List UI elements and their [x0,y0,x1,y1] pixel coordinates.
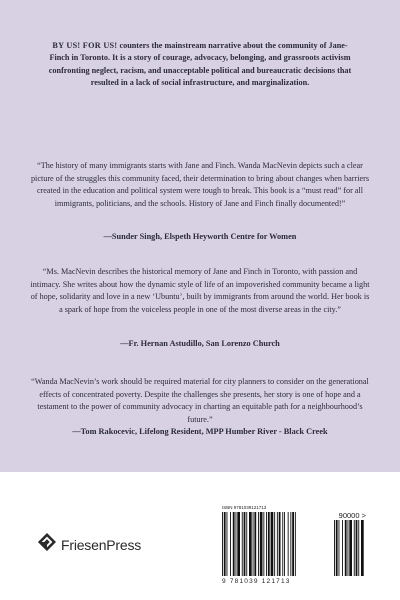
intro-text: counters the mainstream narrative about the community of Jane-Finch in Toronto. It is a story of courage, advocacy, belonging, and grassroots activism confronting neglect, racism, and unacceptable political and bureaucratic decisions that resulted in a lack of social infrastructure, and marginalization. [48,41,352,88]
isbn-digits: 9 781039 121713 [222,578,291,585]
publisher-logo [38,533,141,556]
friesenpress-logo-icon [38,533,56,556]
barcode-bars [222,512,366,578]
book-title: BY US! FOR US! [52,41,118,50]
price-code: 90000 > [338,511,366,520]
quote-text: “Wanda MacNevin’s work should be required material for city planners to consider on the generational effects of concentrated poverty. Despite the challenges she presents, her story is one of hope and a testament to the power of community advocacy in charting an equitable path for a neighbourhood’s future.” [31,377,369,424]
quote-text: “Ms. MacNevin describes the historical memory of Jane and Finch in Toronto, with passion and intimacy. She writes about how the dynamic style of life of an impoverished community became a light of hope, solidarity and love in a new ‘Ubuntu’, built by immigrants from around the world. Her book is a spark of hope from the voiceless people in one of the most diverse areas in the city.” [30,267,370,314]
quote-text: “The history of many immigrants starts with Jane and Finch. Wanda MacNevin depicts such a clear picture of the struggles this community faced, their determination to bring about changes when barriers created in the education and political system were tough to break. This book is a “must read” for all immigrants, politicians, and the schools. History of Jane and Finch finally documented!” [30,161,370,208]
isbn-barcode [218,505,370,587]
quote-attribution: —Sunder Singh, Elspeth Heyworth Centre for Women [103,232,297,241]
quote-attribution: —Fr. Hernan Astudillo, San Lorenzo Church [120,339,280,348]
quote-attribution: —Tom Rakocevic, Lifelong Resident, MPP Humber River - Black Creek [72,427,328,436]
publisher-name: FriesenPress [61,536,142,553]
intro-paragraph [45,40,355,90]
isbn-label: ISBN 9781039121713 [222,505,267,510]
